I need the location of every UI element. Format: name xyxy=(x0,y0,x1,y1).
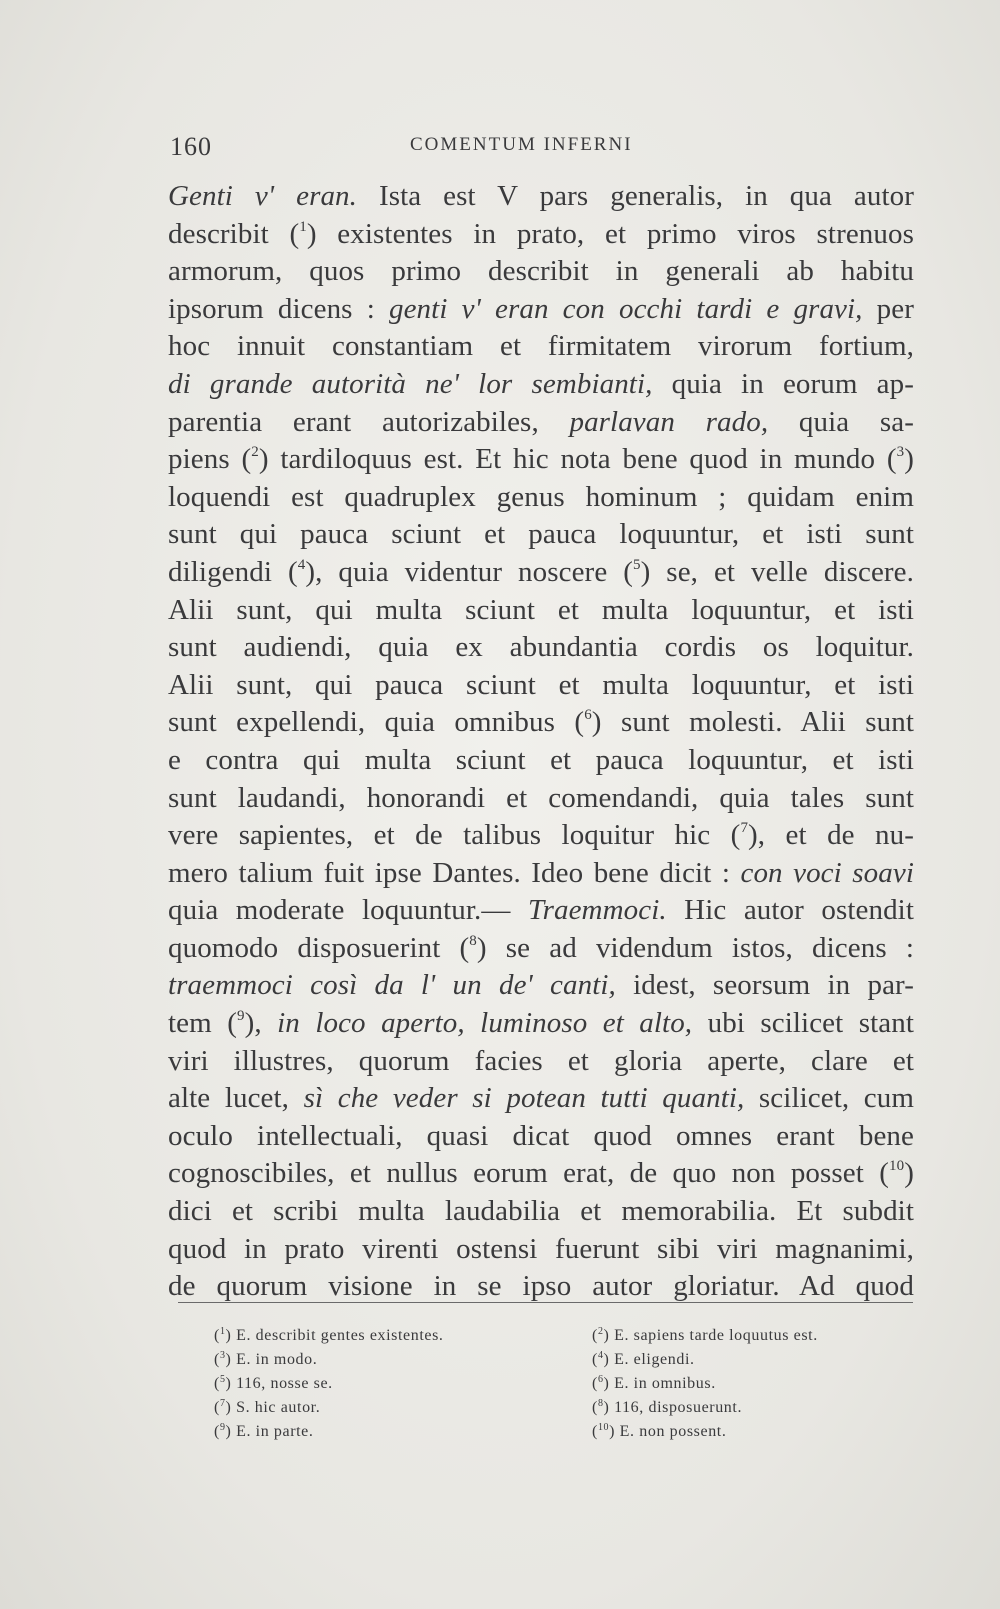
footnote-row xyxy=(214,1351,914,1375)
text-segment: describit ( xyxy=(168,217,300,250)
italic-quote: Traemmoci. xyxy=(527,894,667,927)
text-segment: vere sapientes, et de talibus loquitur hic ( xyxy=(168,819,741,852)
footnote-row xyxy=(214,1327,914,1351)
footnote-ref: 5 xyxy=(633,556,641,573)
text-line xyxy=(168,780,914,818)
text-line xyxy=(168,1118,914,1156)
footnote: ($^1$) E. describit gentes existentes. xyxy=(214,1326,444,1344)
text-segment: Ista est V pars generalis, in qua autor xyxy=(357,180,915,212)
footnote-divider xyxy=(178,1302,913,1303)
text-segment: ) se ad videndum istos, dicens : xyxy=(476,931,914,964)
page-header xyxy=(170,132,914,168)
footnote-number: 9 xyxy=(219,1422,226,1433)
footnote: ($^3$) E. in modo. xyxy=(214,1350,318,1368)
text-segment: ubi scilicet stant xyxy=(692,1007,915,1040)
text-segment: parentia erant autorizabiles, xyxy=(168,405,570,438)
text-line xyxy=(168,1231,914,1269)
text-segment: ) existentes in prato, et primo viros strenuos xyxy=(306,217,914,250)
text-segment: per xyxy=(862,292,914,325)
italic-quote: di grande autorità ne' lor sembianti, xyxy=(168,367,653,400)
text-line xyxy=(168,592,914,630)
footnote-ref: 2 xyxy=(251,444,259,461)
text-line xyxy=(168,855,914,893)
text-segment: dici et scribi multa laudabilia et memorabilia. Et subdit xyxy=(168,1195,914,1228)
text-segment: alte lucet, xyxy=(168,1082,304,1115)
italic-quote: traemmoci così da l' un de' canti, xyxy=(168,969,616,1002)
footnote-number: 3 xyxy=(219,1350,226,1361)
footnote-number: 10 xyxy=(597,1422,610,1433)
text-segment: ipsorum dicens : xyxy=(168,292,389,325)
text-segment: oculo intellectuali, quasi dicat quod omnes erant bene xyxy=(168,1119,914,1152)
text-segment: sunt laudandi, honorandi et comendandi, quia tales sunt xyxy=(168,781,914,814)
footnote-text: E. sapiens tarde loquutus est. xyxy=(614,1327,818,1344)
footnote-number: 7 xyxy=(219,1398,226,1409)
text-line xyxy=(168,1043,914,1081)
footnote-text: S. hic autor. xyxy=(236,1399,321,1416)
text-segment: piens ( xyxy=(168,443,252,476)
footnote: ($^{10}$) E. non possent. xyxy=(592,1422,727,1440)
text-segment: armorum, quos primo describit in generali ab habitu xyxy=(168,255,914,288)
text-segment: ) tardiloquus est. Et hic nota bene quod in mundo ( xyxy=(258,443,897,476)
text-line xyxy=(168,441,914,479)
footnote-ref: 3 xyxy=(896,444,905,461)
text-line xyxy=(168,554,914,592)
text-line xyxy=(168,930,914,968)
text-segment: diligendi ( xyxy=(168,555,298,588)
text-line xyxy=(168,253,914,291)
text-line xyxy=(168,742,914,780)
text-line xyxy=(168,516,914,554)
text-segment: Alii sunt, qui pauca sciunt et multa loquuntur, et isti xyxy=(168,668,914,701)
text-segment: hoc innuit constantiam et firmitatem virorum fortium, xyxy=(168,330,914,363)
footnote-number: 5 xyxy=(219,1374,226,1385)
text-segment: sunt qui pauca sciunt et pauca loquuntur, et isti sunt xyxy=(168,518,914,551)
text-line xyxy=(168,1155,914,1193)
text-segment: ), quia videntur noscere ( xyxy=(305,555,633,588)
text-segment: quia moderate loquuntur.— xyxy=(168,894,528,927)
text-line xyxy=(168,366,914,404)
running-title: COMENTUM INFERNI xyxy=(410,134,633,155)
text-segment: cognoscibiles, et nullus eorum erat, de quo non posset ( xyxy=(168,1157,890,1190)
footnote-text: 116, nosse se. xyxy=(236,1375,333,1392)
footnote: ($^7$) S. hic autor. xyxy=(214,1398,321,1416)
text-line xyxy=(168,178,914,216)
footnote-number: 6 xyxy=(597,1374,604,1385)
text-segment: mero talium fuit ipse Dantes. Ideo bene dicit : xyxy=(168,856,741,889)
text-segment: ) se, et velle discere. xyxy=(640,555,915,588)
footnote: ($^6$) E. in omnibus. xyxy=(592,1374,716,1392)
footnote-ref: 9 xyxy=(236,1008,245,1025)
footnote-row xyxy=(214,1375,914,1399)
text-line xyxy=(168,328,914,366)
italic-quote: con voci soavi xyxy=(740,856,914,889)
footnote-text: E. non possent. xyxy=(619,1423,727,1440)
text-line xyxy=(168,817,914,855)
footnote-text: E. eligendi. xyxy=(614,1351,695,1368)
footnote-ref: 8 xyxy=(469,932,477,949)
text-segment: de quorum visione in se ipso autor gloriatur. Ad quod xyxy=(168,1270,914,1303)
footnote-text: 116, disposuerunt. xyxy=(614,1399,743,1416)
text-segment: ) xyxy=(904,1157,914,1190)
footnote-ref: 10 xyxy=(889,1158,905,1175)
footnote: ($^9$) E. in parte. xyxy=(214,1422,314,1440)
text-line xyxy=(168,629,914,667)
italic-quote: parlavan rado, xyxy=(569,405,769,438)
text-segment: sunt audiendi, quia ex abundantia cordis os loquitur. xyxy=(168,631,914,664)
text-segment: loquendi est quadruplex genus hominum ; quidam enim xyxy=(168,480,914,513)
italic-quote: sì che veder si potean tutti quanti, xyxy=(303,1082,745,1115)
footnote-ref: 6 xyxy=(584,707,592,724)
footnote-ref: 4 xyxy=(297,556,306,573)
text-line xyxy=(168,216,914,254)
footnote-number: 2 xyxy=(597,1326,604,1337)
text-segment: ), et de nu- xyxy=(748,819,914,852)
text-line xyxy=(168,667,914,705)
text-segment: scilicet, cum xyxy=(744,1082,914,1115)
footnote-number: 8 xyxy=(597,1398,604,1409)
text-segment: ) sunt molesti. Alii sunt xyxy=(591,706,915,739)
text-segment: Hic autor ostendit xyxy=(666,894,914,927)
text-segment: e contra qui multa sciunt et pauca loquuntur, et isti xyxy=(168,743,914,776)
footnote-ref: 7 xyxy=(740,820,749,837)
text-segment: viri illustres, quorum facies et gloria aperte, clare et xyxy=(168,1044,914,1077)
footnote-text: E. in omnibus. xyxy=(614,1375,716,1392)
text-segment: quia sa- xyxy=(768,405,914,438)
footnote-text: E. describit gentes existentes. xyxy=(236,1327,444,1344)
text-segment: quod in prato virenti ostensi fuerunt sibi viri magnanimi, xyxy=(168,1232,914,1265)
footnote-number: 4 xyxy=(597,1350,604,1361)
footnote-text: E. in parte. xyxy=(236,1423,314,1440)
text-line xyxy=(168,1080,914,1118)
text-segment: quia in eorum ap- xyxy=(652,367,914,400)
text-segment: ), xyxy=(244,1007,278,1040)
footnote: ($^5$) 116, nosse se. xyxy=(214,1374,333,1392)
text-line xyxy=(168,291,914,329)
italic-quote: genti v' eran con occhi tardi e gravi, xyxy=(388,292,863,325)
text-line xyxy=(168,1193,914,1231)
text-line xyxy=(168,1268,914,1306)
text-line xyxy=(168,704,914,742)
footnote: ($^8$) 116, disposuerunt. xyxy=(592,1398,743,1416)
text-segment: Alii sunt, qui multa sciunt et multa loquuntur, et isti xyxy=(168,593,914,626)
footnote: ($^4$) E. eligendi. xyxy=(592,1350,695,1368)
footnote-ref: 1 xyxy=(299,218,307,235)
text-segment: idest, seorsum in par- xyxy=(615,969,914,1002)
footnote-row xyxy=(214,1423,914,1447)
text-segment: sunt expellendi, quia omnibus ( xyxy=(168,706,585,739)
text-segment: quomodo disposuerint ( xyxy=(168,931,470,964)
text-segment: tem ( xyxy=(168,1007,237,1040)
text-segment: ) xyxy=(904,443,914,476)
footnote-row xyxy=(214,1399,914,1423)
text-line xyxy=(168,404,914,442)
text-line xyxy=(168,967,914,1005)
italic-quote: in loco aperto, luminoso et alto, xyxy=(277,1007,693,1040)
footnote: ($^2$) E. sapiens tarde loquutus est. xyxy=(592,1326,818,1344)
footnotes xyxy=(214,1327,914,1447)
italic-quote: Genti v' eran. xyxy=(168,180,358,212)
text-line xyxy=(168,479,914,517)
body-text xyxy=(168,178,914,1306)
footnote-number: 1 xyxy=(219,1326,226,1337)
text-line xyxy=(168,1005,914,1043)
page-number: 160 xyxy=(170,132,212,161)
text-line xyxy=(168,892,914,930)
footnote-text: E. in modo. xyxy=(236,1351,318,1368)
